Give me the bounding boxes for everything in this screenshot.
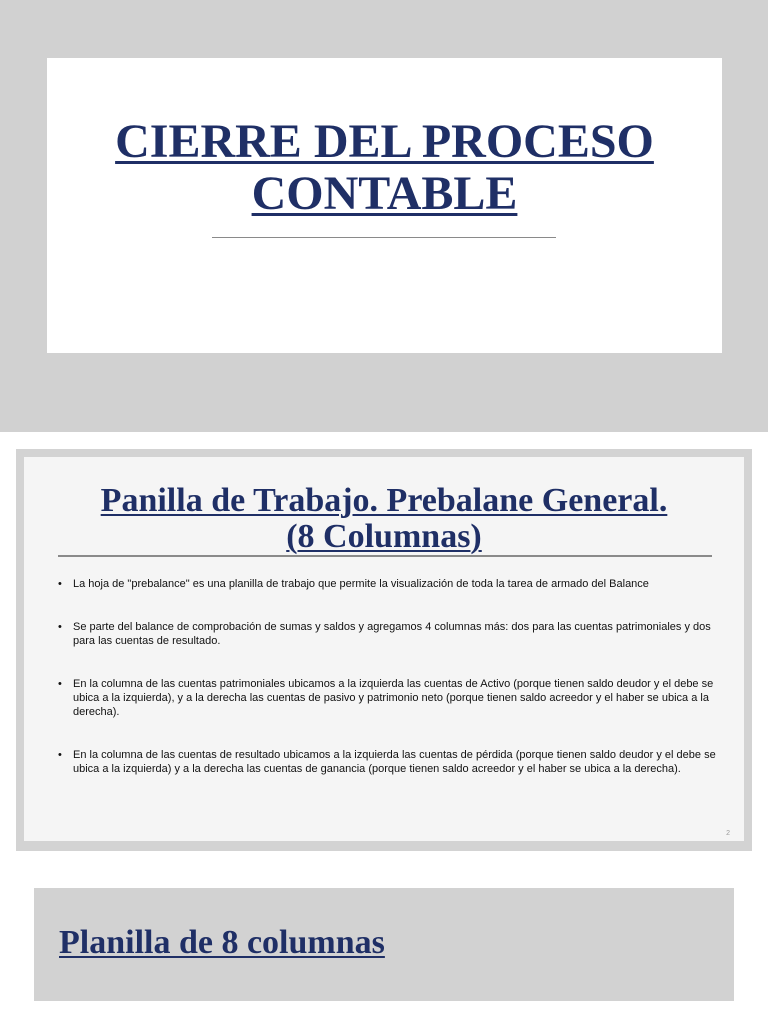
slide-2-title-line-1: Panilla de Trabajo. Prebalane General. bbox=[100, 482, 668, 519]
slide-1-content bbox=[47, 58, 722, 353]
bullet-text: En la columna de las cuentas de resultado ubicamos a la izquierda las cuentas de pérdida (porque tienen saldo deudor y el debe se ubica a la izquierda) y a la derecha las cuentas de ganancia (porque tienen saldo acreedor y el haber se ubica a la derecha). bbox=[73, 749, 716, 775]
slide-2-title-line-2: (8 Columnas) bbox=[286, 518, 482, 555]
bullet-item bbox=[56, 620, 716, 648]
slide-1-title bbox=[47, 116, 722, 220]
slide-1 bbox=[0, 0, 768, 432]
slide-1-divider bbox=[212, 237, 556, 238]
slide-1-title-line-1: CIERRE DEL PROCESO bbox=[115, 115, 654, 168]
bullet-list bbox=[56, 577, 716, 776]
slide-2-title bbox=[24, 483, 744, 555]
bullet-icon: • bbox=[58, 678, 62, 690]
bullet-icon: • bbox=[58, 749, 62, 761]
bullet-item bbox=[56, 577, 716, 591]
slide-1-title-line-2: CONTABLE bbox=[251, 167, 518, 220]
slide-3-title-text: Planilla de 8 columnas bbox=[59, 924, 385, 961]
bullet-text: La hoja de "prebalance" es una planilla de trabajo que permite la visualización de toda la tarea de armado del Balance bbox=[73, 578, 649, 590]
bullet-icon: • bbox=[58, 578, 62, 590]
slide-3-title bbox=[59, 924, 385, 962]
slide-2-content bbox=[24, 457, 744, 841]
bullet-item bbox=[56, 748, 716, 776]
bullet-icon: • bbox=[58, 621, 62, 633]
bullet-text: En la columna de las cuentas patrimoniales ubicamos a la izquierda las cuentas de Activo (porque tienen saldo deudor y el debe se ubica a la izquierda), y a la derecha las cuentas de pasivo y patrimonio neto (porque tienen saldo acreedor y el haber se ubica a la derecha). bbox=[73, 678, 714, 718]
slide-number: 2 bbox=[726, 830, 730, 837]
slide-3 bbox=[34, 888, 734, 1001]
slide-2 bbox=[16, 449, 752, 851]
slide-2-divider bbox=[58, 555, 712, 557]
bullet-item bbox=[56, 677, 716, 719]
bullet-text: Se parte del balance de comprobación de sumas y saldos y agregamos 4 columnas más: dos para las cuentas patrimoniales y dos para las cuentas de resultado. bbox=[73, 621, 711, 647]
